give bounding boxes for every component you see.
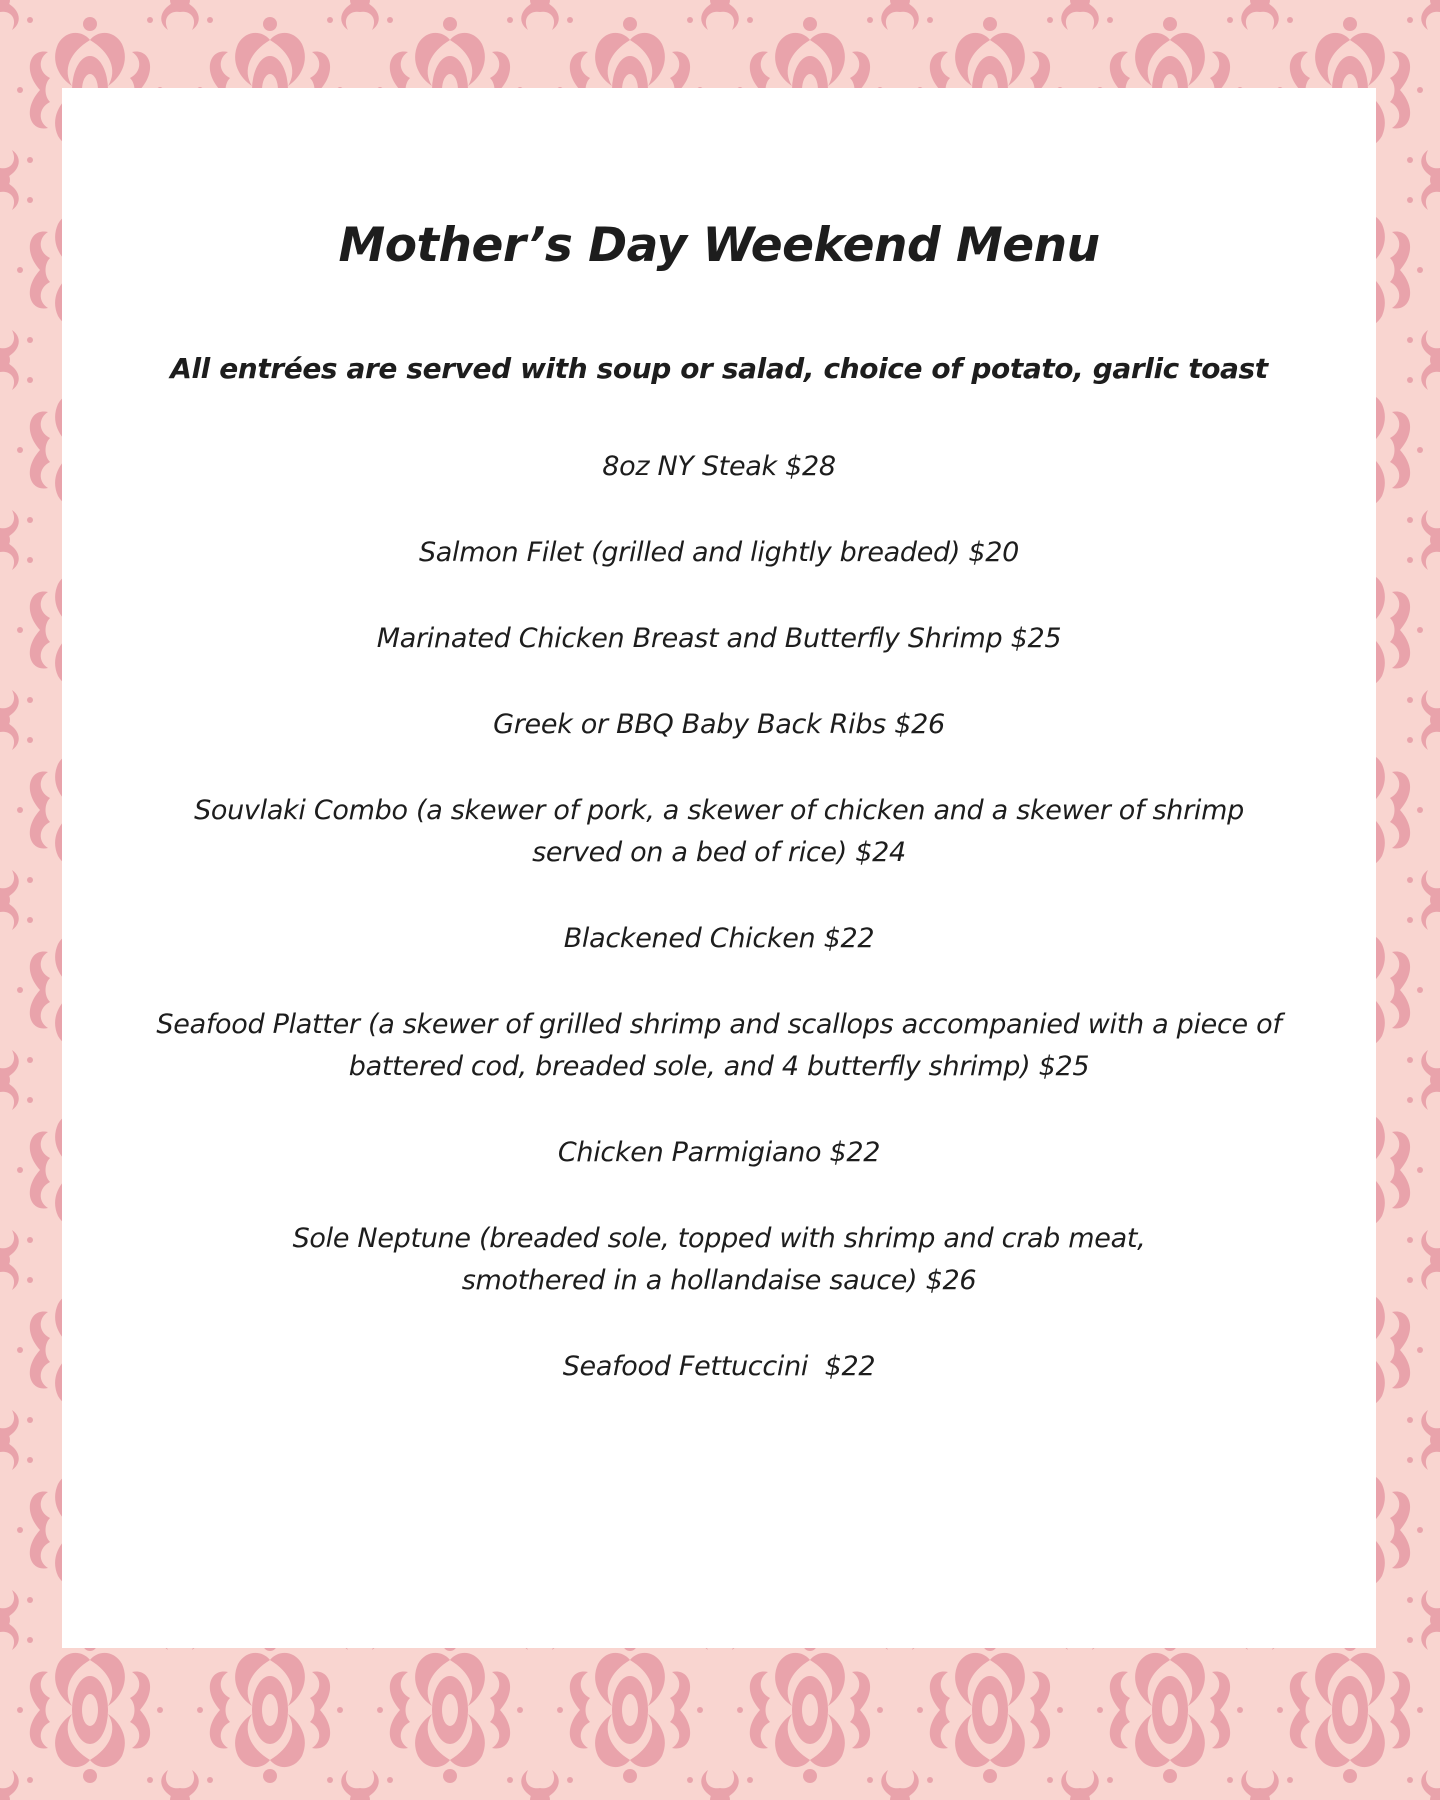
menu-item: Salmon Filet (grilled and lightly breaded) $20	[418, 537, 1020, 568]
menu-item: Sole Neptune (breaded sole, topped with shrimp and crab meat, smothered in a hollandaise sauce) $26	[292, 1223, 1154, 1296]
menu-item: Greek or BBQ Baby Back Ribs $26	[493, 709, 945, 740]
menu-items-list	[152, 446, 1290, 1432]
menu-page	[62, 88, 1376, 1648]
menu-item: Souvlaki Combo (a skewer of pork, a skewer of chicken and a skewer of shrimp served on a bed of rice) $24	[194, 795, 1253, 868]
menu-subtitle: All entrées are served with soup or salad, choice of potato, garlic toast	[170, 352, 1268, 385]
menu-item: Chicken Parmigiano $22	[557, 1137, 881, 1168]
menu-item: Seafood Fettuccini $22	[562, 1351, 876, 1382]
menu-title: Mother’s Day Weekend Menu	[338, 218, 1100, 273]
menu-item: Marinated Chicken Breast and Butterfly Shrimp $25	[376, 623, 1062, 654]
menu-item: Seafood Platter (a skewer of grilled shrimp and scallops accompanied with a piece of battered cod, breaded sole, and 4 butterfly shrimp) $25	[156, 1009, 1290, 1082]
menu-item: Blackened Chicken $22	[563, 923, 875, 954]
menu-item: 8oz NY Steak $28	[602, 451, 836, 482]
